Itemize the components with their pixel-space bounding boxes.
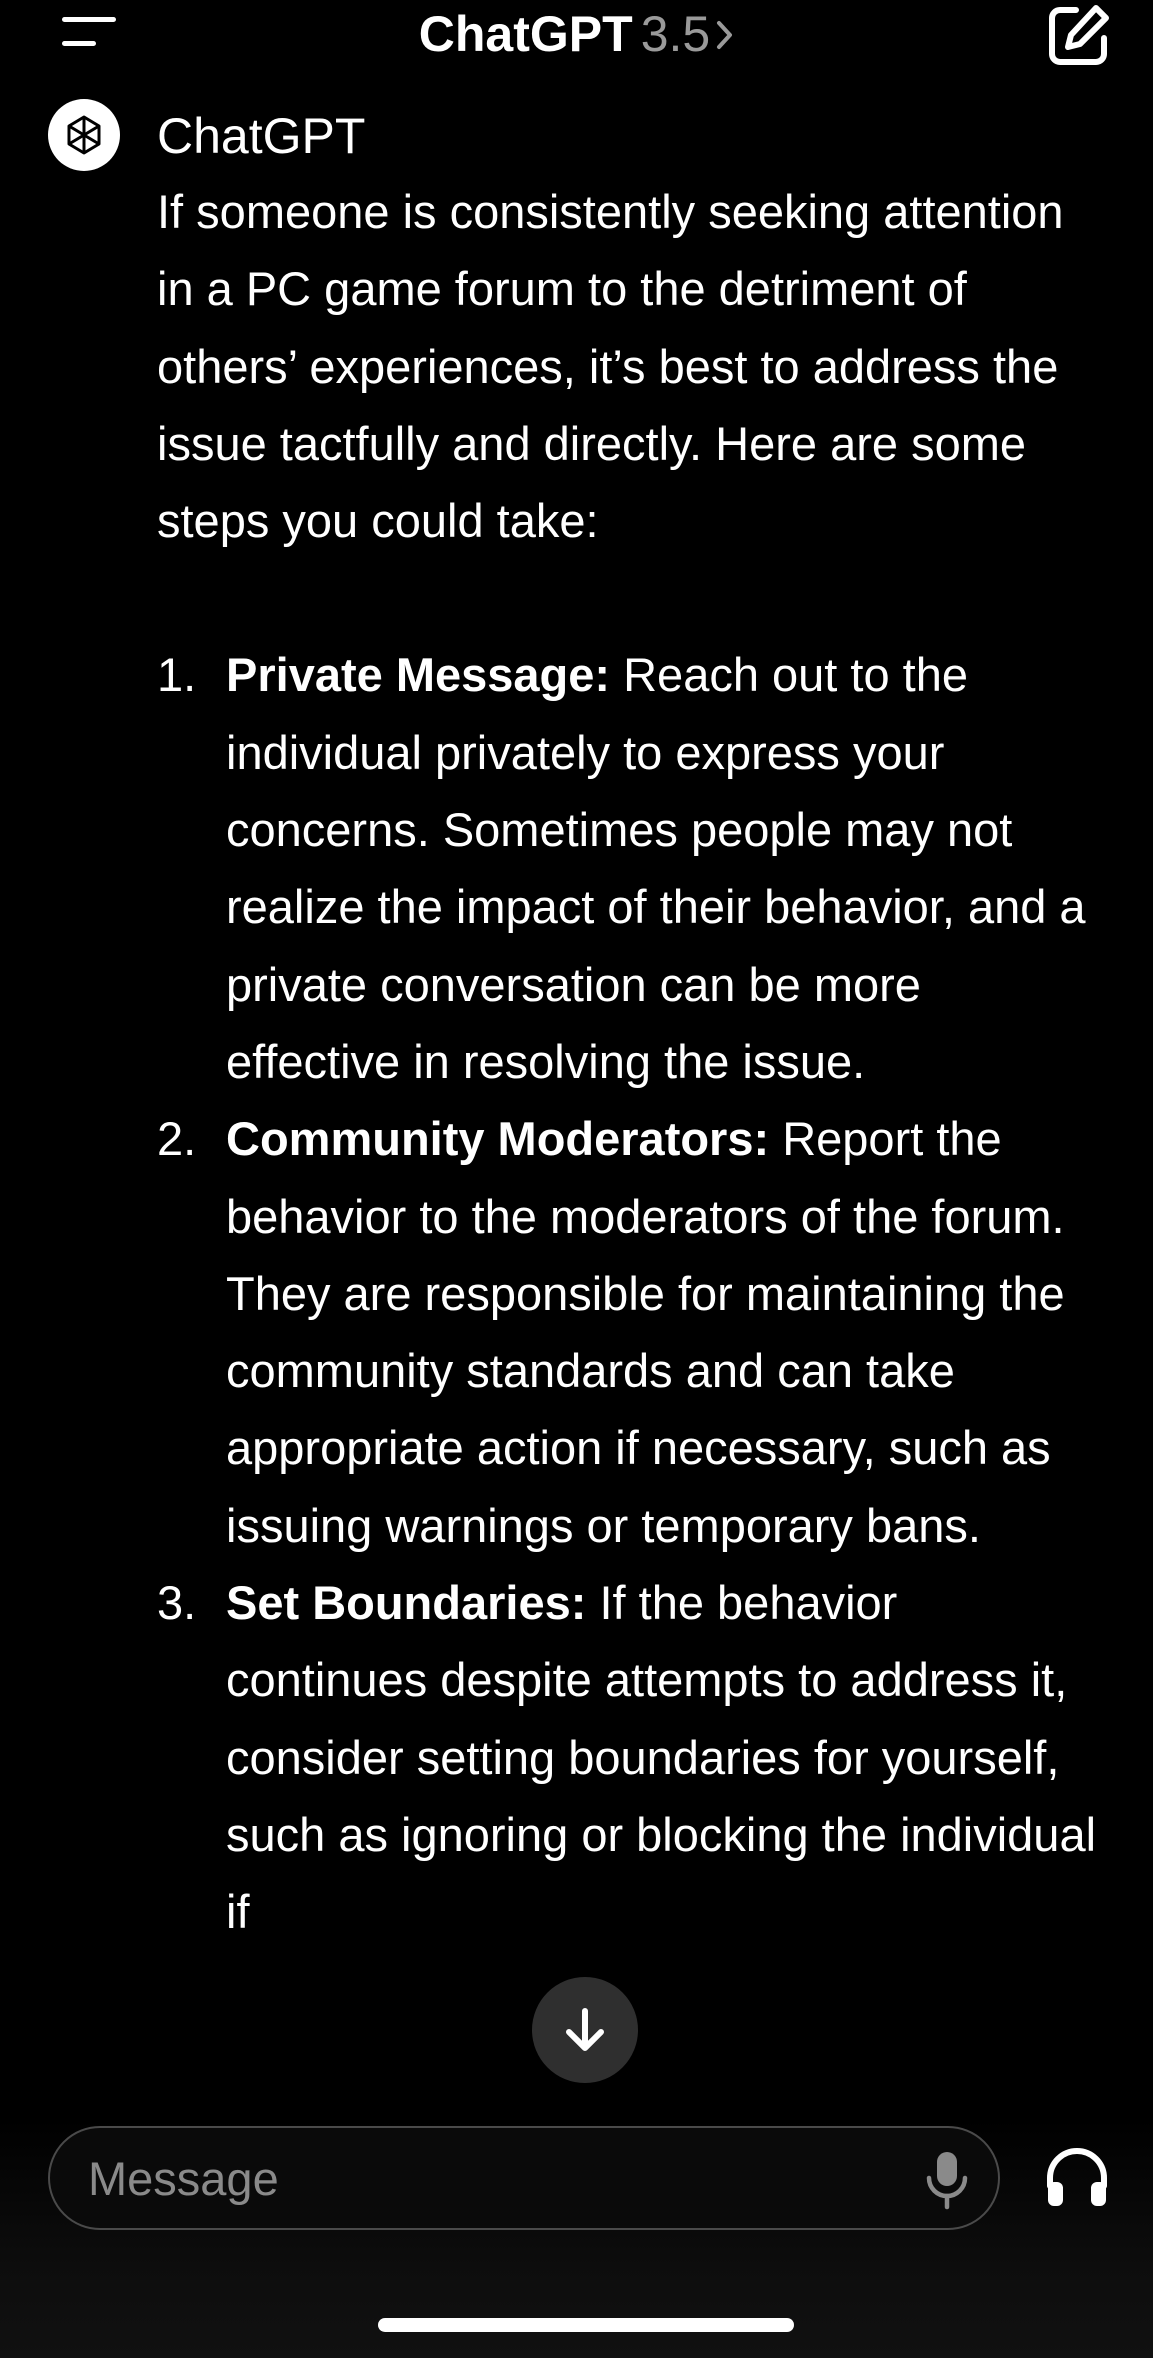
list-item-text: Reach out to the individual privately to express your concerns. Sometimes people may not realize the impact of their behavior, and a private conversation can be more effective in resolving the issue. — [226, 648, 1086, 1088]
list-item-number: 1. — [157, 648, 197, 702]
model-selector[interactable] — [0, 2, 1153, 66]
openai-logo-icon — [62, 113, 106, 157]
list-item — [157, 1564, 1097, 1950]
list-item-number: 3. — [157, 1576, 197, 1630]
list-item-text: Report the behavior to the moderators of the forum. They are responsible for maintaining the community standards and can take appropriate action if necessary, such as issuing warnings or temporary bans. — [226, 1112, 1065, 1552]
assistant-avatar — [48, 99, 120, 171]
chevron-right-icon — [716, 1, 734, 65]
compose-icon — [1046, 2, 1112, 68]
microphone-icon — [920, 2150, 974, 2210]
new-chat-button[interactable] — [1046, 2, 1112, 68]
headphones-icon — [1044, 2146, 1110, 2210]
voice-mode-button[interactable] — [1044, 2146, 1110, 2210]
arrow-down-icon — [563, 2007, 607, 2053]
home-indicator[interactable] — [378, 2318, 794, 2332]
message-composer[interactable] — [48, 2126, 1000, 2230]
app-title: ChatGPT — [418, 6, 633, 62]
message-intro: If someone is consistently seeking attention in a PC game forum to the detriment of others’ experiences, it’s best to address the issue tactfully and directly. Here are some steps you could take: — [157, 185, 1064, 548]
message-input[interactable] — [88, 2128, 888, 2228]
list-item — [157, 636, 1097, 1100]
model-version: 3.5 — [640, 6, 711, 62]
scroll-to-bottom-button[interactable] — [532, 1977, 638, 2083]
message-author: ChatGPT — [157, 108, 366, 164]
list-item-number: 2. — [157, 1112, 197, 1166]
assistant-message — [157, 173, 1097, 1951]
steps-list — [157, 636, 1097, 1950]
list-item — [157, 1100, 1097, 1564]
list-item-title: Private Message: — [226, 648, 611, 702]
list-item-title: Set Boundaries: — [226, 1576, 587, 1630]
top-bar — [0, 0, 1153, 70]
list-item-text: If the behavior continues despite attempts to address it, consider setting boundaries for yourself, such as ignoring or blocking the individual if — [226, 1576, 1097, 1939]
list-item-title: Community Moderators: — [226, 1112, 770, 1166]
microphone-button[interactable] — [920, 2150, 974, 2210]
